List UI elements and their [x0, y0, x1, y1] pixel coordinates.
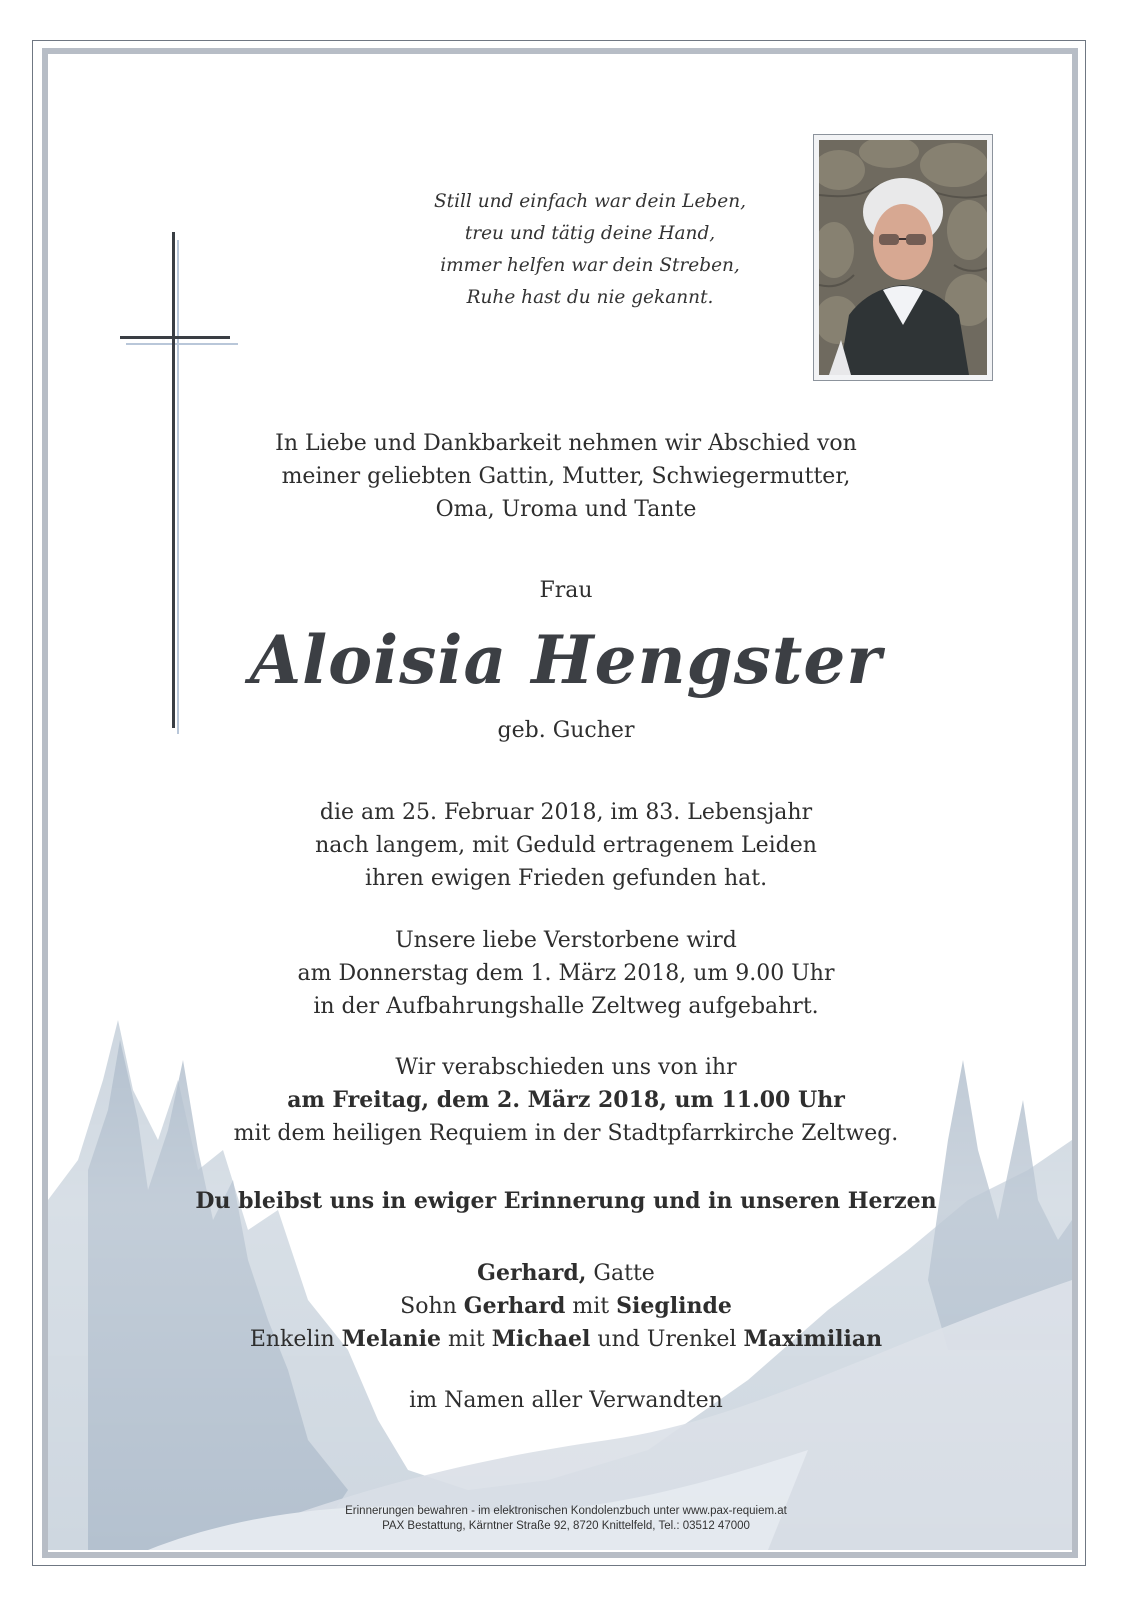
family-relation: und Urenkel — [590, 1327, 744, 1352]
death-line: die am 25. Februar 2018, im 83. Lebensjahr — [319, 800, 813, 825]
family-line-son — [100, 1290, 1032, 1323]
family-relation: mit — [440, 1327, 492, 1352]
death-line: ihren ewigen Frieden gefunden hat. — [364, 866, 768, 891]
portrait-frame — [813, 134, 993, 381]
poem-line: Ruhe hast du nie gekannt. — [466, 287, 714, 308]
wake-line: am Donnerstag dem 1. März 2018, um 9.00 Uhr — [297, 961, 835, 986]
family-line-grandchildren — [100, 1323, 1032, 1356]
poem-line: Still und einfach war dein Leben, — [433, 191, 747, 212]
death-line: nach langem, mit Geduld ertragenem Leiden — [315, 833, 817, 858]
family-name: Melanie — [341, 1326, 441, 1352]
family-relation: Gatte — [586, 1261, 655, 1286]
farewell-date: am Freitag, dem 2. März 2018, um 11.00 Uhr — [287, 1087, 845, 1113]
intro-line: meiner geliebten Gattin, Mutter, Schwiegermutter, — [281, 464, 851, 489]
family-relation: Enkelin — [249, 1327, 342, 1352]
wake-notice — [100, 924, 1032, 1023]
wake-line: Unsere liebe Verstorbene wird — [395, 928, 737, 953]
poem — [400, 186, 780, 314]
intro-line: Oma, Uroma und Tante — [435, 497, 697, 522]
cross-icon-crossbar — [120, 336, 230, 339]
memory-line: Du bleibst uns in ewiger Erinnerung und in unseren Herzen — [195, 1188, 937, 1214]
intro-line: In Liebe und Dankbarkeit nehmen wir Abschied von — [275, 431, 857, 456]
portrait-photo — [819, 140, 987, 375]
poem-line: treu und tätig deine Hand, — [464, 223, 716, 244]
birth-name: geb. Gucher — [497, 718, 635, 743]
family-relation: Sohn — [400, 1294, 464, 1319]
family-name: Sieglinde — [616, 1293, 732, 1319]
family-name: Gerhard — [463, 1293, 566, 1319]
poem-line: immer helfen war dein Streben, — [440, 255, 740, 276]
farewell-line: mit dem heiligen Requiem in der Stadtpfarrkirche Zeltweg. — [233, 1121, 899, 1146]
family-name: Maximilian — [743, 1326, 883, 1352]
family-name: Gerhard, — [477, 1260, 587, 1286]
footer — [100, 1504, 1032, 1534]
wake-line: in der Aufbahrungshalle Zeltweg aufgebahrt. — [313, 994, 819, 1019]
cross-shadow-horizontal — [126, 343, 238, 345]
deceased-name: Aloisia Hengster — [249, 621, 883, 699]
footer-line: Erinnerungen bewahren - im elektronischen Kondolenzbuch unter www.pax-requiem.at — [345, 1505, 787, 1517]
family-signatures — [100, 1257, 1032, 1356]
farewell-notice — [100, 1051, 1032, 1150]
farewell-line: Wir verabschieden uns von ihr — [395, 1055, 737, 1080]
family-line-spouse — [100, 1257, 1032, 1290]
family-name: Michael — [491, 1326, 591, 1352]
salutation: Frau — [539, 578, 593, 603]
death-notice — [100, 796, 1032, 895]
family-relation: mit — [565, 1294, 617, 1319]
relatives-line: im Namen aller Verwandten — [409, 1388, 723, 1413]
footer-line: PAX Bestattung, Kärntner Straße 92, 8720 Knittelfeld, Tel.: 03512 47000 — [382, 1520, 750, 1532]
intro-text — [100, 427, 1032, 526]
